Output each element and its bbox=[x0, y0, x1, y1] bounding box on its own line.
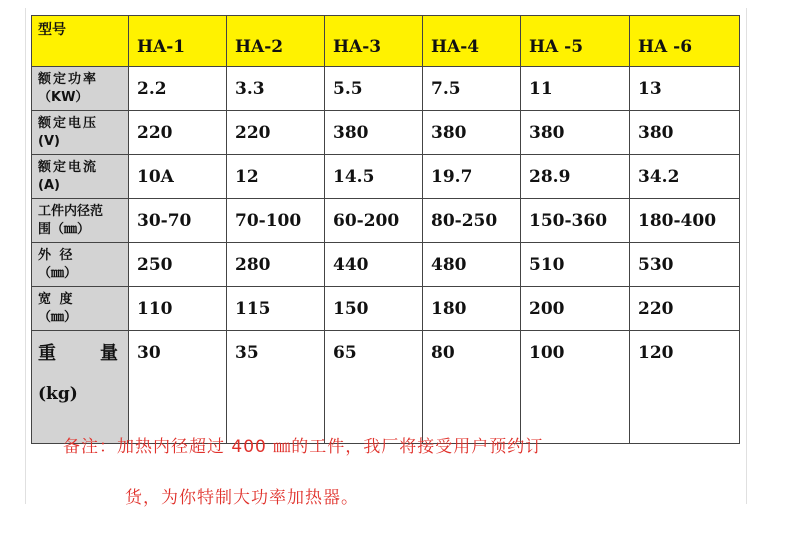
row-rated-power bbox=[32, 67, 740, 111]
table-cell: 70-100 bbox=[227, 199, 325, 243]
row-label-line2: （㎜） bbox=[38, 309, 78, 325]
table-cell: 65 bbox=[325, 331, 423, 444]
table-cell: 120 bbox=[630, 331, 740, 444]
row-label-line1: 宽 度 bbox=[38, 291, 75, 307]
table-cell: 150-360 bbox=[521, 199, 630, 243]
weight-label-char: 重 bbox=[38, 343, 56, 364]
table-cell: 14.5 bbox=[325, 155, 423, 199]
weight-label-char: 量 bbox=[100, 343, 118, 364]
table-cell: 220 bbox=[129, 111, 227, 155]
table-cell: 60-200 bbox=[325, 199, 423, 243]
table-cell: 510 bbox=[521, 243, 630, 287]
table-cell: 100 bbox=[521, 331, 630, 444]
model-ha-6: HA -6 bbox=[630, 16, 740, 67]
table-cell: 220 bbox=[227, 111, 325, 155]
table-cell: 380 bbox=[521, 111, 630, 155]
table-cell: 110 bbox=[129, 287, 227, 331]
table-cell: 440 bbox=[325, 243, 423, 287]
table-cell: 7.5 bbox=[423, 67, 521, 111]
row-label bbox=[32, 243, 129, 287]
table-cell: 12 bbox=[227, 155, 325, 199]
row-label bbox=[32, 155, 129, 199]
table-cell: 28.9 bbox=[521, 155, 630, 199]
row-label-line2: 围（㎜） bbox=[38, 221, 91, 237]
table-cell: 30 bbox=[129, 331, 227, 444]
row-label bbox=[32, 67, 129, 111]
model-ha-3: HA-3 bbox=[325, 16, 423, 67]
row-label-line1: 额定功率 bbox=[38, 71, 99, 87]
table-cell: 280 bbox=[227, 243, 325, 287]
model-ha-5: HA -5 bbox=[521, 16, 630, 67]
weight-unit: (kg) bbox=[38, 384, 78, 404]
table-cell: 480 bbox=[423, 243, 521, 287]
table-cell: 250 bbox=[129, 243, 227, 287]
table-cell: 380 bbox=[630, 111, 740, 155]
header-row bbox=[32, 16, 740, 67]
table-cell: 180 bbox=[423, 287, 521, 331]
table-cell: 5.5 bbox=[325, 67, 423, 111]
row-label-line2: (V) bbox=[38, 133, 60, 149]
table-cell: 10A bbox=[129, 155, 227, 199]
note-line-1: 备注：加热内径超过 400 ㎜的工件，我厂将接受用户预约订 bbox=[63, 437, 544, 457]
table-cell: 80-250 bbox=[423, 199, 521, 243]
table-cell: 19.7 bbox=[423, 155, 521, 199]
table-cell: 3.3 bbox=[227, 67, 325, 111]
model-ha-1: HA-1 bbox=[129, 16, 227, 67]
table-cell: 11 bbox=[521, 67, 630, 111]
table-cell: 2.2 bbox=[129, 67, 227, 111]
table-cell: 13 bbox=[630, 67, 740, 111]
row-rated-voltage bbox=[32, 111, 740, 155]
table-cell: 380 bbox=[325, 111, 423, 155]
row-bore-range bbox=[32, 199, 740, 243]
table-cell: 80 bbox=[423, 331, 521, 444]
table-cell: 220 bbox=[630, 287, 740, 331]
row-label bbox=[32, 287, 129, 331]
row-rated-current bbox=[32, 155, 740, 199]
table-cell: 150 bbox=[325, 287, 423, 331]
table-cell: 180-400 bbox=[630, 199, 740, 243]
model-label: 型号 bbox=[32, 16, 129, 67]
model-ha-2: HA-2 bbox=[227, 16, 325, 67]
table-cell: 115 bbox=[227, 287, 325, 331]
row-width bbox=[32, 287, 740, 331]
row-label bbox=[32, 199, 129, 243]
row-label-line1: 工件内径范 bbox=[38, 203, 104, 219]
table-cell: 35 bbox=[227, 331, 325, 444]
weight-label bbox=[38, 345, 118, 363]
spec-table bbox=[31, 15, 740, 444]
table-cell: 34.2 bbox=[630, 155, 740, 199]
row-label bbox=[32, 331, 129, 444]
model-ha-4: HA-4 bbox=[423, 16, 521, 67]
row-label-line1: 额定电流 bbox=[38, 159, 99, 175]
table-cell: 380 bbox=[423, 111, 521, 155]
row-outer-diameter bbox=[32, 243, 740, 287]
table-cell: 530 bbox=[630, 243, 740, 287]
row-label bbox=[32, 111, 129, 155]
row-label-line2: （㎜） bbox=[38, 265, 78, 281]
row-label-line1: 额定电压 bbox=[38, 115, 99, 131]
table-cell: 30-70 bbox=[129, 199, 227, 243]
row-label-line2: (A) bbox=[38, 177, 60, 193]
row-label-line1: 外 径 bbox=[38, 247, 75, 263]
note-line-2: 货，为你特制大功率加热器。 bbox=[125, 488, 359, 508]
table-cell: 200 bbox=[521, 287, 630, 331]
row-weight bbox=[32, 331, 740, 444]
row-label-line2: （KW） bbox=[38, 89, 89, 105]
